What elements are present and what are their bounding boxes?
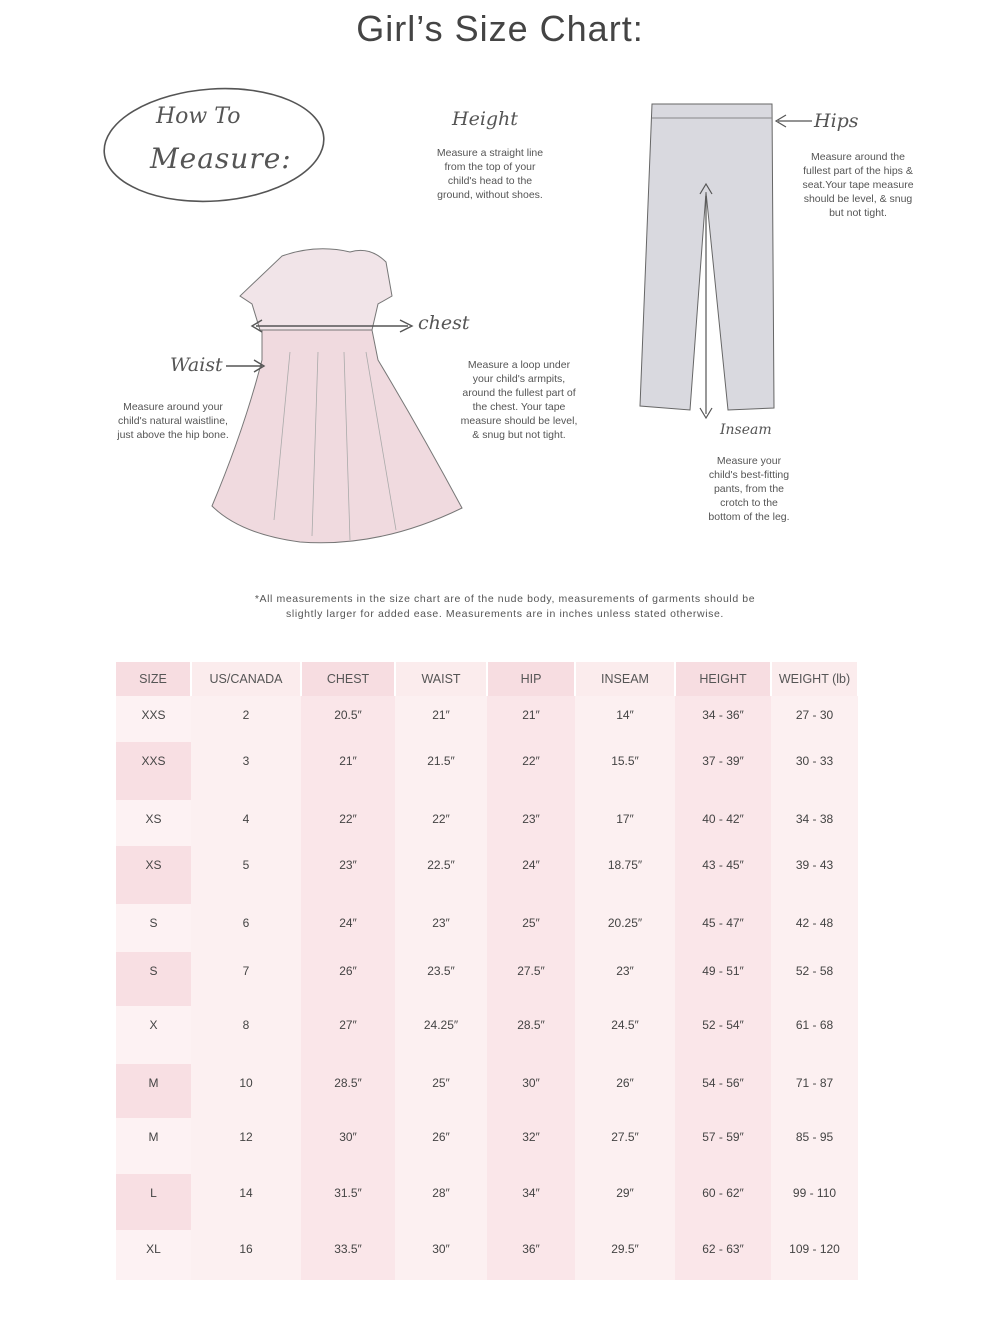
cell-chest: 26″ bbox=[301, 952, 395, 1006]
cell-inseam: 24.5″ bbox=[575, 1006, 675, 1064]
cell-hip: 28.5″ bbox=[487, 1006, 575, 1064]
cell-waist: 21.5″ bbox=[395, 742, 487, 800]
header-inseam: INSEAM bbox=[575, 662, 675, 696]
header-height: HEIGHT bbox=[675, 662, 771, 696]
cell-size: M bbox=[116, 1064, 191, 1118]
how-to-measure bbox=[104, 84, 324, 200]
cell-weight: 39 - 43 bbox=[771, 846, 858, 904]
cell-us-canada: 10 bbox=[191, 1064, 301, 1118]
cell-weight: 27 - 30 bbox=[771, 696, 858, 742]
cell-waist: 26″ bbox=[395, 1118, 487, 1174]
cell-hip: 25″ bbox=[487, 904, 575, 952]
cell-height: 43 - 45″ bbox=[675, 846, 771, 904]
cell-hip: 27.5″ bbox=[487, 952, 575, 1006]
cell-us-canada: 8 bbox=[191, 1006, 301, 1064]
header-chest: CHEST bbox=[301, 662, 395, 696]
cell-size: M bbox=[116, 1118, 191, 1174]
table-header-row bbox=[116, 662, 858, 696]
cell-height: 60 - 62″ bbox=[675, 1174, 771, 1230]
inseam-label: Inseam bbox=[720, 422, 772, 438]
cell-us-canada: 12 bbox=[191, 1118, 301, 1174]
cell-inseam: 27.5″ bbox=[575, 1118, 675, 1174]
cell-weight: 52 - 58 bbox=[771, 952, 858, 1006]
cell-hip: 30″ bbox=[487, 1064, 575, 1118]
table-row bbox=[116, 846, 858, 904]
cell-waist: 22″ bbox=[395, 800, 487, 846]
table-row bbox=[116, 696, 858, 742]
cell-height: 34 - 36″ bbox=[675, 696, 771, 742]
inseam-note: Measure your child's best-fitting pants, from the crotch to the bottom of the leg. bbox=[708, 455, 790, 523]
cell-chest: 31.5″ bbox=[301, 1174, 395, 1230]
cell-chest: 28.5″ bbox=[301, 1064, 395, 1118]
header-weight: WEIGHT (lb) bbox=[771, 662, 858, 696]
dress-illustration bbox=[212, 249, 462, 543]
cell-chest: 27″ bbox=[301, 1006, 395, 1064]
cell-chest: 22″ bbox=[301, 800, 395, 846]
cell-size: X bbox=[116, 1006, 191, 1064]
cell-height: 62 - 63″ bbox=[675, 1230, 771, 1280]
cell-height: 49 - 51″ bbox=[675, 952, 771, 1006]
height-note: Measure a straight line from the top of your child's head to the ground, without shoes. bbox=[436, 147, 544, 201]
cell-inseam: 29.5″ bbox=[575, 1230, 675, 1280]
cell-us-canada: 2 bbox=[191, 696, 301, 742]
cell-hip: 24″ bbox=[487, 846, 575, 904]
cell-waist: 24.25″ bbox=[395, 1006, 487, 1064]
cell-inseam: 20.25″ bbox=[575, 904, 675, 952]
cell-inseam: 26″ bbox=[575, 1064, 675, 1118]
cell-height: 45 - 47″ bbox=[675, 904, 771, 952]
cell-chest: 21″ bbox=[301, 742, 395, 800]
header-size: SIZE bbox=[116, 662, 191, 696]
hips-label: Hips bbox=[814, 110, 859, 132]
cell-size: XS bbox=[116, 846, 191, 904]
how-to-line1: How To bbox=[156, 104, 241, 129]
cell-height: 37 - 39″ bbox=[675, 742, 771, 800]
cell-waist: 21″ bbox=[395, 696, 487, 742]
table-row bbox=[116, 742, 858, 800]
size-chart-table bbox=[116, 662, 859, 1280]
table-body bbox=[116, 696, 858, 1280]
cell-weight: 85 - 95 bbox=[771, 1118, 858, 1174]
cell-waist: 22.5″ bbox=[395, 846, 487, 904]
cell-waist: 23.5″ bbox=[395, 952, 487, 1006]
cell-hip: 23″ bbox=[487, 800, 575, 846]
table-row bbox=[116, 1230, 858, 1280]
cell-size: S bbox=[116, 904, 191, 952]
cell-waist: 28″ bbox=[395, 1174, 487, 1230]
cell-us-canada: 16 bbox=[191, 1230, 301, 1280]
cell-size: XS bbox=[116, 800, 191, 846]
header-hip: HIP bbox=[487, 662, 575, 696]
table-row bbox=[116, 952, 858, 1006]
cell-us-canada: 14 bbox=[191, 1174, 301, 1230]
cell-weight: 61 - 68 bbox=[771, 1006, 858, 1064]
cell-us-canada: 5 bbox=[191, 846, 301, 904]
cell-waist: 30″ bbox=[395, 1230, 487, 1280]
cell-height: 40 - 42″ bbox=[675, 800, 771, 846]
cell-height: 52 - 54″ bbox=[675, 1006, 771, 1064]
cell-height: 54 - 56″ bbox=[675, 1064, 771, 1118]
cell-inseam: 15.5″ bbox=[575, 742, 675, 800]
cell-size: XXS bbox=[116, 696, 191, 742]
cell-inseam: 18.75″ bbox=[575, 846, 675, 904]
table-row bbox=[116, 1006, 858, 1064]
cell-inseam: 17″ bbox=[575, 800, 675, 846]
cell-inseam: 23″ bbox=[575, 952, 675, 1006]
header-waist: WAIST bbox=[395, 662, 487, 696]
cell-weight: 30 - 33 bbox=[771, 742, 858, 800]
cell-size: S bbox=[116, 952, 191, 1006]
cell-weight: 99 - 110 bbox=[771, 1174, 858, 1230]
cell-size: XL bbox=[116, 1230, 191, 1280]
hips-note: Measure around the fullest part of the hips & seat.Your tape measure should be level, & snug but not tight. bbox=[802, 151, 914, 219]
how-to-line2: Measure: bbox=[150, 142, 292, 175]
cell-weight: 42 - 48 bbox=[771, 904, 858, 952]
cell-hip: 21″ bbox=[487, 696, 575, 742]
chest-note: Measure a loop under your child's armpits, around the fullest part of the chest. Your tape measure should be level, & snug but not tight. bbox=[460, 359, 578, 441]
cell-size: XXS bbox=[116, 742, 191, 800]
cell-weight: 71 - 87 bbox=[771, 1064, 858, 1118]
table-row bbox=[116, 1174, 858, 1230]
table-row bbox=[116, 1064, 858, 1118]
cell-chest: 20.5″ bbox=[301, 696, 395, 742]
waist-note: Measure around your child's natural waistline, just above the hip bone. bbox=[117, 401, 229, 441]
cell-chest: 24″ bbox=[301, 904, 395, 952]
cell-waist: 25″ bbox=[395, 1064, 487, 1118]
cell-weight: 109 - 120 bbox=[771, 1230, 858, 1280]
cell-chest: 23″ bbox=[301, 846, 395, 904]
cell-weight: 34 - 38 bbox=[771, 800, 858, 846]
waist-label: Waist bbox=[170, 354, 223, 376]
cell-us-canada: 3 bbox=[191, 742, 301, 800]
cell-us-canada: 6 bbox=[191, 904, 301, 952]
cell-size: L bbox=[116, 1174, 191, 1230]
height-label: Height bbox=[452, 108, 518, 130]
chest-label: chest bbox=[418, 312, 470, 334]
table-row bbox=[116, 800, 858, 846]
header-us-canada: US/CANADA bbox=[191, 662, 301, 696]
table-row bbox=[116, 904, 858, 952]
cell-inseam: 14″ bbox=[575, 696, 675, 742]
cell-height: 57 - 59″ bbox=[675, 1118, 771, 1174]
cell-hip: 32″ bbox=[487, 1118, 575, 1174]
cell-chest: 33.5″ bbox=[301, 1230, 395, 1280]
cell-us-canada: 4 bbox=[191, 800, 301, 846]
cell-hip: 36″ bbox=[487, 1230, 575, 1280]
cell-inseam: 29″ bbox=[575, 1174, 675, 1230]
cell-waist: 23″ bbox=[395, 904, 487, 952]
measurement-disclaimer: *All measurements in the size chart are of the nude body, measurements of garments should be slightly larger for added ease. Measurements are in inches unless stated otherwise. bbox=[254, 593, 756, 620]
cell-hip: 22″ bbox=[487, 742, 575, 800]
cell-hip: 34″ bbox=[487, 1174, 575, 1230]
table-row bbox=[116, 1118, 858, 1174]
page-title: Girl’s Size Chart: bbox=[356, 8, 644, 49]
cell-us-canada: 7 bbox=[191, 952, 301, 1006]
cell-chest: 30″ bbox=[301, 1118, 395, 1174]
